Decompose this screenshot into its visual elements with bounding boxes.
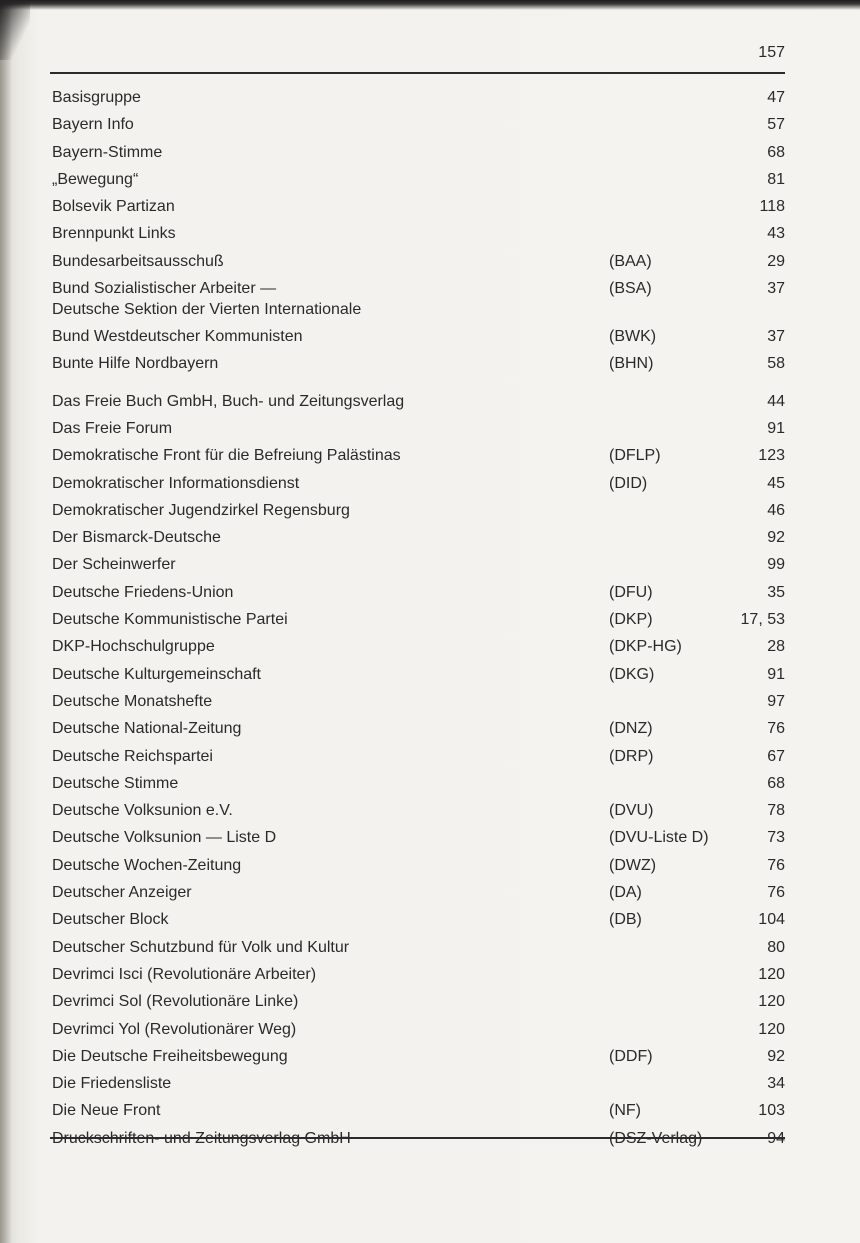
- index-entry: [52, 1016, 785, 1043]
- entry-page-ref: 76: [767, 720, 785, 738]
- index-entry: [52, 1070, 785, 1097]
- entry-name: Die Friedensliste: [52, 1075, 172, 1093]
- corner-shadow: [0, 0, 30, 60]
- entry-page-ref: 28: [767, 638, 785, 656]
- entry-page-ref: 97: [767, 692, 785, 710]
- entry-name: Der Scheinwerfer: [52, 556, 176, 574]
- index-entry: [52, 470, 785, 497]
- index-entry: [52, 606, 785, 633]
- entry-name: Demokratischer Informationsdienst: [52, 474, 300, 492]
- entry-page-ref: 99: [767, 556, 785, 574]
- entry-name: Deutsche National-Zeitung: [52, 720, 242, 738]
- index-entry: [52, 688, 785, 715]
- entry-name: Deutsche Friedens-Union: [52, 583, 234, 601]
- entry-name: Devrimci Yol (Revolutionärer Weg): [52, 1020, 297, 1038]
- entry-name: Deutsche Wochen-Zeitung: [52, 856, 242, 874]
- entry-abbreviation: (DFLP): [609, 447, 661, 465]
- index-entry: [52, 350, 785, 377]
- entry-name: „Bewegung“: [52, 170, 139, 188]
- entry-name: Bolsevik Partizan: [52, 198, 175, 216]
- entry-name: Deutsche Volksunion e.V.: [52, 802, 233, 820]
- index-entry: [52, 551, 785, 578]
- index-entry: [52, 442, 785, 469]
- index-entry: [52, 84, 785, 111]
- entry-abbreviation: (DRP): [609, 747, 654, 765]
- index-entry: [52, 139, 785, 166]
- entry-page-ref: 67: [767, 747, 785, 765]
- entry-page-ref: 37: [767, 280, 785, 298]
- entry-page-ref: 118: [759, 198, 785, 216]
- entry-abbreviation: (DVU): [609, 802, 654, 820]
- entry-page-ref: 43: [767, 225, 785, 243]
- entry-abbreviation: (DKP-HG): [609, 638, 682, 656]
- index-entry: [52, 579, 785, 606]
- entry-name: Devrimci Isci (Revolutionäre Arbeiter): [52, 965, 317, 983]
- page-top-edge: [0, 0, 860, 10]
- entry-name: Deutsche Kommunistische Partei: [52, 611, 288, 629]
- entry-abbreviation: (DA): [609, 884, 642, 902]
- index-entry: [52, 415, 785, 442]
- entry-name: Bund Westdeutscher Kommunisten: [52, 328, 303, 346]
- index-entry: [52, 220, 785, 247]
- entry-page-ref: 35: [767, 583, 785, 601]
- entry-page-ref: 76: [767, 884, 785, 902]
- entry-page-ref: 92: [767, 1047, 785, 1065]
- entry-name-line-2: Deutsche Sektion der Vierten Internationale: [52, 301, 362, 319]
- index-entry: [52, 166, 785, 193]
- entry-name: Demokratische Front für die Befreiung Palästinas: [52, 447, 401, 465]
- entry-abbreviation: (DKP): [609, 611, 653, 629]
- index-entry: [52, 111, 785, 138]
- entry-name: Devrimci Sol (Revolutionäre Linke): [52, 993, 299, 1011]
- entry-abbreviation: (DFU): [609, 583, 653, 601]
- entry-name: Bayern Info: [52, 116, 134, 134]
- entry-abbreviation: (DNZ): [609, 720, 653, 738]
- index-entry: [52, 988, 785, 1015]
- entry-name: Die Neue Front: [52, 1102, 161, 1120]
- entry-name: Deutsche Volksunion — Liste D: [52, 829, 277, 847]
- entry-page-ref: 91: [767, 665, 785, 683]
- page-number: 157: [758, 44, 785, 61]
- top-rule: [50, 72, 785, 74]
- index-entry: [52, 715, 785, 742]
- entry-abbreviation: (DID): [609, 474, 648, 492]
- entry-name: Brennpunkt Links: [52, 225, 176, 243]
- entry-name: Bayern-Stimme: [52, 143, 163, 161]
- entry-page-ref: 78: [767, 802, 785, 820]
- entry-page-ref: 37: [767, 328, 785, 346]
- index-entry: [52, 934, 785, 961]
- index-entry: [52, 879, 785, 906]
- entry-page-ref: 120: [758, 993, 785, 1011]
- entry-page-ref: 80: [767, 938, 785, 956]
- entry-page-ref: 123: [758, 447, 785, 465]
- index-entry: [52, 323, 785, 350]
- entry-page-ref: 104: [758, 911, 785, 929]
- index-entry: [52, 852, 785, 879]
- entry-abbreviation: (DKG): [609, 665, 655, 683]
- entry-page-ref: 91: [767, 419, 785, 437]
- entry-name: Deutscher Anzeiger: [52, 884, 192, 902]
- entry-name-line-1: Bund Sozialistischer Arbeiter —: [52, 280, 277, 298]
- entry-abbreviation: (BAA): [609, 252, 652, 270]
- entry-name: Bundesarbeitsausschuß: [52, 252, 224, 270]
- index-entry: [52, 797, 785, 824]
- index-entry: [52, 661, 785, 688]
- index-entry: [52, 961, 785, 988]
- entry-name: Deutsche Monatshefte: [52, 692, 213, 710]
- index-entry: [52, 633, 785, 660]
- binding-shadow: [0, 0, 12, 1243]
- entry-page-ref: 58: [767, 355, 785, 373]
- entry-page-ref: 34: [767, 1075, 785, 1093]
- entry-abbreviation: (DB): [609, 911, 642, 929]
- index-entry: [52, 524, 785, 551]
- entry-abbreviation: (DDF): [609, 1047, 653, 1065]
- entry-name: Der Bismarck-Deutsche: [52, 529, 221, 547]
- entry-name: Deutscher Block: [52, 911, 169, 929]
- entry-page-ref: 92: [767, 529, 785, 547]
- entry-page-ref: 44: [767, 392, 785, 410]
- index-entry: [52, 1097, 785, 1124]
- entry-name: Basisgruppe: [52, 89, 141, 106]
- entry-page-ref: 120: [758, 965, 785, 983]
- entry-name: Die Deutsche Freiheitsbewegung: [52, 1047, 288, 1065]
- entry-page-ref: 76: [767, 856, 785, 874]
- index-entry: [52, 1043, 785, 1070]
- entry-name: Demokratischer Jugendzirkel Regensburg: [52, 501, 350, 519]
- entry-page-ref: 45: [767, 474, 785, 492]
- bottom-rule: [50, 1137, 785, 1139]
- index-entry: [52, 388, 785, 415]
- entry-name: Deutsche Reichspartei: [52, 747, 213, 765]
- entry-abbreviation: (BHN): [609, 355, 654, 373]
- entry-page-ref: 68: [767, 143, 785, 161]
- entry-page-ref: 81: [767, 170, 785, 188]
- entry-page-ref: 73: [767, 829, 785, 847]
- index-entry: [52, 743, 785, 770]
- entry-name: DKP-Hochschulgruppe: [52, 638, 215, 656]
- index-entry: [52, 248, 785, 275]
- entry-page-ref: 120: [758, 1020, 785, 1038]
- entry-page-ref: 103: [758, 1102, 785, 1120]
- entry-page-ref: 46: [767, 501, 785, 519]
- entry-abbreviation: (DVU-Liste D): [609, 829, 709, 847]
- index-entry: [52, 497, 785, 524]
- index-list: [52, 84, 785, 1152]
- entry-name: Deutsche Stimme: [52, 774, 179, 792]
- index-entry: [52, 770, 785, 797]
- entry-page-ref: 68: [767, 774, 785, 792]
- entry-name: Bunte Hilfe Nordbayern: [52, 355, 219, 373]
- entry-name: Das Freie Forum: [52, 419, 173, 437]
- entry-abbreviation: (BWK): [609, 328, 657, 346]
- entry-page-ref: 17, 53: [740, 611, 785, 629]
- entry-page-ref: 57: [767, 116, 785, 134]
- entry-page-ref: 47: [767, 89, 785, 106]
- entry-abbreviation: (BSA): [609, 280, 652, 298]
- index-entry: [52, 275, 785, 323]
- entry-name: Das Freie Buch GmbH, Buch- und Zeitungsverlag: [52, 392, 405, 410]
- entry-abbreviation: (DWZ): [609, 856, 657, 874]
- index-entry: [52, 193, 785, 220]
- entry-name: [52, 278, 361, 320]
- entry-page-ref: 29: [767, 252, 785, 270]
- index-entry: [52, 906, 785, 933]
- index-entry: [52, 824, 785, 851]
- entry-name: Deutsche Kulturgemeinschaft: [52, 665, 261, 683]
- entry-name: Deutscher Schutzbund für Volk und Kultur: [52, 938, 350, 956]
- entry-abbreviation: (NF): [609, 1102, 641, 1120]
